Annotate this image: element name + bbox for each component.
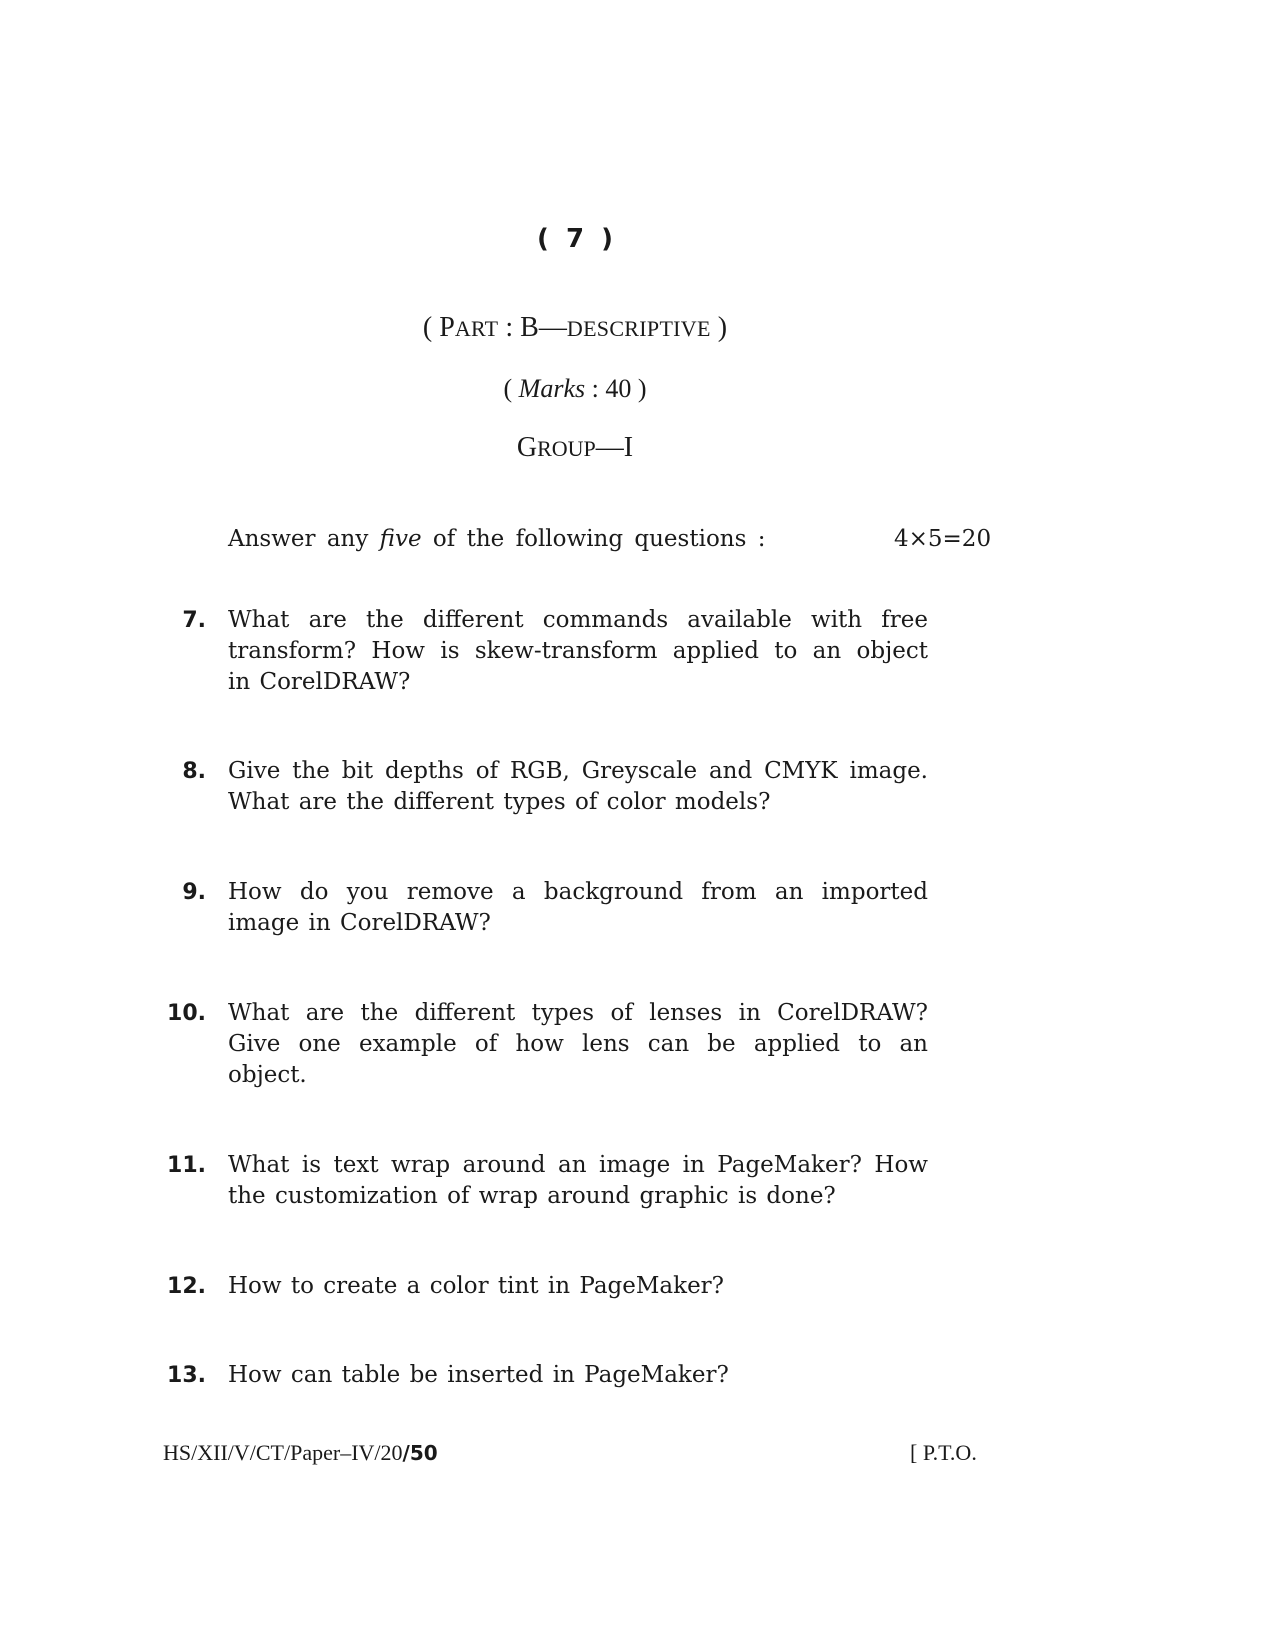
question-line: How can table be inserted in PageMaker? bbox=[228, 1362, 729, 1388]
question-line: How do you remove a background from an imported bbox=[228, 879, 928, 905]
question-text bbox=[228, 756, 928, 818]
question-number: 7. bbox=[182, 608, 206, 633]
marks-label: ( Marks : 40 ) bbox=[503, 374, 647, 403]
question-number: 9. bbox=[182, 880, 206, 905]
question-line: Give the bit depths of RGB, Greyscale and CMYK image. bbox=[228, 758, 928, 784]
question-number: 11. bbox=[167, 1153, 206, 1178]
question-line: in CorelDRAW? bbox=[228, 669, 411, 695]
question-number: 12. bbox=[167, 1274, 206, 1299]
instruction-marks: 4×5=20 bbox=[894, 526, 992, 552]
question-line: What is text wrap around an image in PageMaker? How bbox=[228, 1152, 928, 1178]
question-line: What are the different types of lenses in CorelDRAW? bbox=[228, 1000, 928, 1026]
question-line: transform? How is skew-transform applied to an object bbox=[228, 638, 928, 664]
question-line: How to create a color tint in PageMaker? bbox=[228, 1273, 725, 1299]
question-line: object. bbox=[228, 1062, 307, 1088]
question-number: 10. bbox=[167, 1001, 206, 1026]
pto-label: [ P.T.O. bbox=[910, 1440, 977, 1465]
question-text bbox=[228, 605, 928, 698]
group-title: GROUP—I bbox=[516, 432, 634, 463]
question-line: image in CorelDRAW? bbox=[228, 910, 491, 936]
question-line: Give one example of how lens can be applied to an bbox=[228, 1031, 928, 1057]
instruction-text: Answer any five of the following questions : bbox=[228, 526, 766, 552]
question-text bbox=[228, 1271, 928, 1302]
question-number: 8. bbox=[182, 759, 206, 784]
question-line: What are the different commands available with free bbox=[228, 607, 928, 633]
question-text bbox=[228, 1360, 928, 1391]
question-text bbox=[228, 877, 928, 939]
part-title: ( PART : B—DESCRIPTIVE ) bbox=[422, 312, 728, 343]
question-number: 13. bbox=[167, 1363, 206, 1388]
page-number: ( 7 ) bbox=[537, 224, 613, 254]
question-line: What are the different types of color models? bbox=[228, 789, 771, 815]
paper-code: HS/XII/V/CT/Paper–IV/20/50 bbox=[163, 1440, 438, 1465]
question-text bbox=[228, 1150, 928, 1212]
question-line: the customization of wrap around graphic is done? bbox=[228, 1183, 836, 1209]
question-text bbox=[228, 998, 928, 1091]
